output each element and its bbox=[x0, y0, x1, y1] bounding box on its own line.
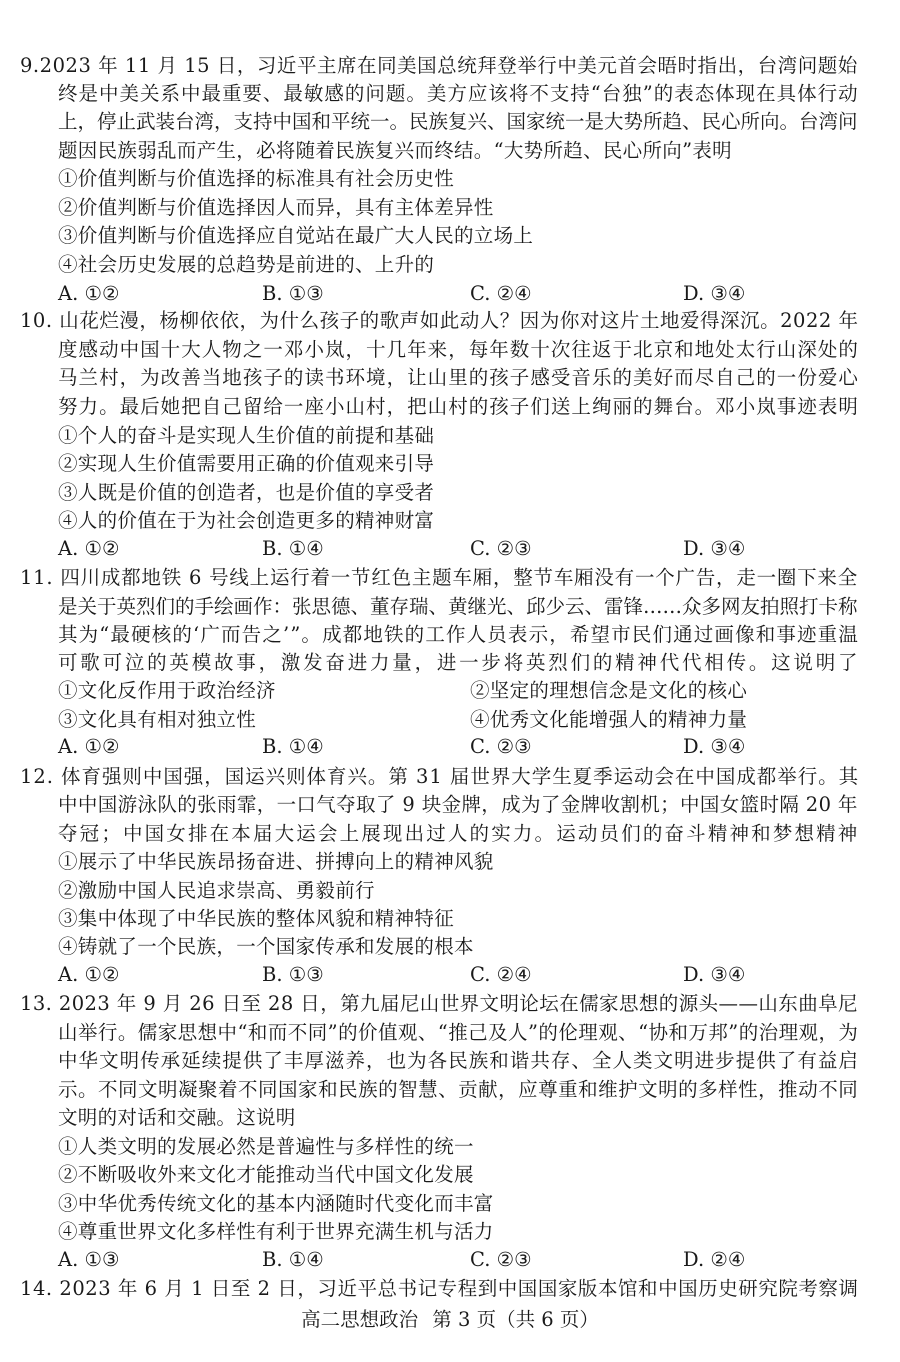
question-stem-line: 度感动中国十大人物之一邓小岚，十几年来，每年数十次往返于北京和地处太行山深处的 bbox=[58, 338, 859, 361]
footer-page-number: 第 3 页（共 6 页） bbox=[432, 1308, 599, 1331]
statement-3: ③集中体现了中华民族的整体风貌和精神特征 bbox=[58, 907, 455, 930]
statement-2: ②实现人生价值需要用正确的价值观来引导 bbox=[58, 452, 435, 475]
question-stem-line: 马兰村，为改善当地孩子的读书环境，让山里的孩子感受音乐的美好而尽自己的一份爱心 bbox=[58, 366, 859, 389]
statement-3: ③人既是价值的创造者，也是价值的享受者 bbox=[58, 481, 435, 504]
question-stem-line: 上，停止武装台湾，支持中国和平统一。民族复兴、国家统一是大势所趋、民心所向。台湾问 bbox=[58, 110, 858, 133]
question-stem-line: 是关于英烈们的手绘画作：张思德、董存瑞、黄继光、邱少云、雷锋……众多网友拍照打卡称 bbox=[58, 595, 858, 618]
choice-d: D. ②④ bbox=[683, 1248, 746, 1271]
choice-d: D. ③④ bbox=[683, 537, 746, 560]
question-stem-line: 山举行。儒家思想中“和而不同”的价值观、“推己及人”的伦理观、“协和万邦”的治理观，为 bbox=[58, 1021, 859, 1044]
statement-4: ④人的价值在于为社会创造更多的精神财富 bbox=[58, 509, 435, 532]
choice-c: C. ②③ bbox=[470, 1248, 532, 1271]
question-stem-line: 12. 体育强则中国强，国运兴则体育兴。第 31 届世界大学生夏季运动会在中国成都举行。其 bbox=[20, 765, 860, 788]
statement-1: ①个人的奋斗是实现人生价值的前提和基础 bbox=[58, 424, 435, 447]
choice-b: B. ①④ bbox=[262, 735, 324, 758]
choice-a: A. ①② bbox=[58, 282, 120, 305]
statement-3: ③价值判断与价值选择应自觉站在最广大人民的立场上 bbox=[58, 224, 534, 247]
statement-1: ①文化反作用于政治经济 bbox=[58, 679, 276, 702]
question-stem-line: 中中国游泳队的张雨霏，一口气夺取了 9 块金牌，成为了金牌收割机；中国女篮时隔 20 年 bbox=[58, 793, 858, 816]
choice-c: C. ②④ bbox=[470, 963, 532, 986]
question-stem-line: 示。不同文明凝聚着不同国家和民族的智慧、贡献，应尊重和维护文明的多样性，推动不同 bbox=[58, 1078, 859, 1101]
question-stem-line: 9.2023 年 11 月 15 日，习近平主席在同美国总统拜登举行中美元首会晤时指出，台湾问题始 bbox=[20, 54, 858, 77]
choice-c: C. ②③ bbox=[470, 537, 532, 560]
statement-3: ③中华优秀传统文化的基本内涵随时代变化而丰富 bbox=[58, 1192, 494, 1215]
question-stem-line: 中华文明传承延续提供了丰厚滋养，也为各民族和谐共存、全人类文明进步提供了有益启 bbox=[58, 1049, 859, 1072]
question-stem-line: 文明的对话和交融。这说明 bbox=[58, 1106, 296, 1129]
choice-a: A. ①③ bbox=[58, 1248, 120, 1271]
choice-b: B. ①④ bbox=[262, 1248, 324, 1271]
statement-2: ②坚定的理想信念是文化的核心 bbox=[470, 679, 748, 702]
question-stem-line: 其为“最硬核的‘广而告之’”。成都地铁的工作人员表示，希望市民们通过画像和事迹重温 bbox=[58, 623, 859, 646]
choice-d: D. ③④ bbox=[683, 282, 746, 305]
choice-b: B. ①④ bbox=[262, 537, 324, 560]
choice-b: B. ①③ bbox=[262, 282, 324, 305]
statement-3: ③文化具有相对独立性 bbox=[58, 708, 257, 731]
question-stem-line: 努力。最后她把自己留给一座小山村，把山村的孩子们送上绚丽的舞台。邓小岚事迹表明 bbox=[58, 395, 859, 418]
choice-b: B. ①③ bbox=[262, 963, 324, 986]
statement-1: ①价值判断与价值选择的标准具有社会历史性 bbox=[58, 167, 455, 190]
question-stem-line: 10. 山花烂漫，杨柳依依，为什么孩子的歌声如此动人？因为你对这片土地爱得深沉。2022 年 bbox=[20, 309, 859, 332]
question-stem-line: 14. 2023 年 6 月 1 日至 2 日，习近平总书记专程到中国国家版本馆和中国历史研究院考察调 bbox=[20, 1277, 859, 1300]
question-stem-line: 11. 四川成都地铁 6 号线上运行着一节红色主题车厢，整节车厢没有一个广告，走一圈下来全 bbox=[20, 566, 858, 589]
choice-a: A. ①② bbox=[58, 537, 120, 560]
choice-d: D. ③④ bbox=[683, 735, 746, 758]
choice-a: A. ①② bbox=[58, 735, 120, 758]
question-stem-line: 终是中美关系中最重要、最敏感的问题。美方应该将不支持“台独”的表态体现在具体行动 bbox=[58, 82, 859, 105]
statement-2: ②激励中国人民追求崇高、勇毅前行 bbox=[58, 879, 375, 902]
choice-d: D. ③④ bbox=[683, 963, 746, 986]
statement-4: ④社会历史发展的总趋势是前进的、上升的 bbox=[58, 253, 435, 276]
question-stem-line: 可歌可泣的英模故事，激发奋进力量，进一步将英烈们的精神代代相传。这说明了 bbox=[58, 651, 861, 674]
question-stem-line: 夺冠；中国女排在本届大运会上展现出过人的实力。运动员们的奋斗精神和梦想精神 bbox=[58, 822, 860, 845]
statement-4: ④尊重世界文化多样性有利于世界充满生机与活力 bbox=[58, 1220, 494, 1243]
statement-1: ①展示了中华民族昂扬奋进、拼搏向上的精神风貌 bbox=[58, 850, 494, 873]
choice-a: A. ①② bbox=[58, 963, 120, 986]
question-stem-line: 13. 2023 年 9 月 26 日至 28 日，第九届尼山世界文明论坛在儒家思想的源头——山东曲阜尼 bbox=[20, 992, 858, 1015]
page-footer bbox=[0, 1306, 900, 1334]
choice-c: C. ②③ bbox=[470, 735, 532, 758]
statement-4: ④优秀文化能增强人的精神力量 bbox=[470, 708, 748, 731]
question-stem-line: 题因民族弱乱而产生，必将随着民族复兴而终结。“大势所趋、民心所向”表明 bbox=[58, 139, 732, 162]
statement-1: ①人类文明的发展必然是普遍性与多样性的统一 bbox=[58, 1135, 474, 1158]
footer-subject: 高二思想政治 bbox=[301, 1308, 419, 1331]
statement-2: ②不断吸收外来文化才能推动当代中国文化发展 bbox=[58, 1163, 474, 1186]
choice-c: C. ②④ bbox=[470, 282, 532, 305]
statement-4: ④铸就了一个民族，一个国家传承和发展的根本 bbox=[58, 935, 474, 958]
statement-2: ②价值判断与价值选择因人而异，具有主体差异性 bbox=[58, 196, 494, 219]
